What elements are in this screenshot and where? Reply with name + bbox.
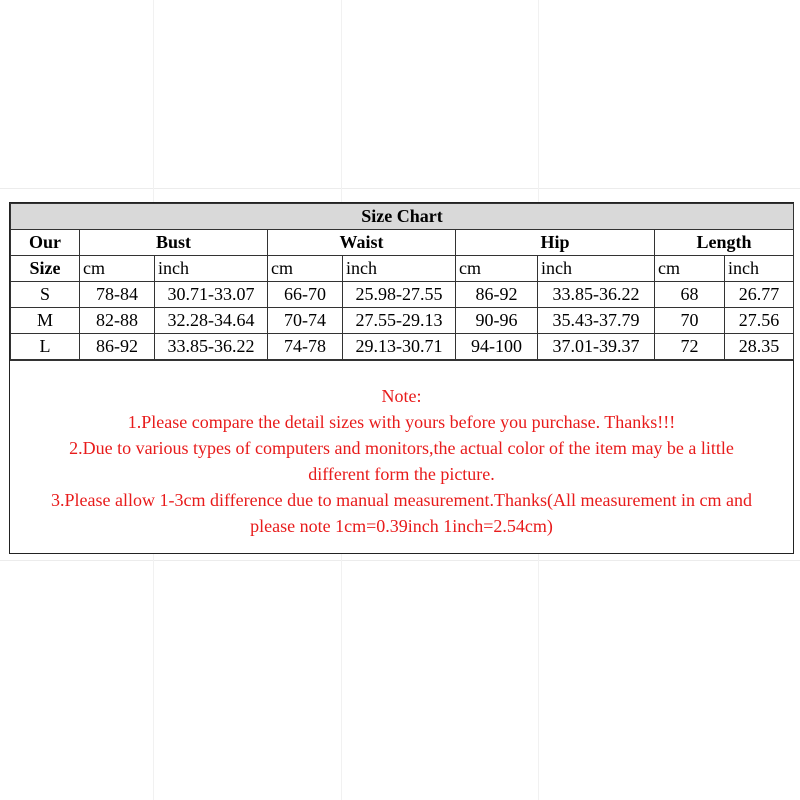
unit-cm: cm xyxy=(655,256,725,282)
gridline xyxy=(0,188,800,189)
chart-title: Size Chart xyxy=(11,204,794,230)
note-line: 2.Due to various types of computers and monitors,the actual color of the item may be a little xyxy=(69,438,734,458)
notes-heading: Note: xyxy=(381,386,422,406)
length-header: Length xyxy=(655,230,794,256)
gridline xyxy=(0,560,800,561)
unit-cm: cm xyxy=(268,256,343,282)
note-line: please note 1cm=0.39inch 1inch=2.54cm) xyxy=(250,516,553,536)
title-row xyxy=(11,204,794,230)
waist-cm-cell: 66-70 xyxy=(268,282,343,308)
notes-section xyxy=(10,360,793,553)
bust-inch-cell: 32.28-34.64 xyxy=(155,308,268,334)
header-row-1 xyxy=(11,230,794,256)
bust-cm-cell: 86-92 xyxy=(80,334,155,360)
waist-inch-cell: 25.98-27.55 xyxy=(343,282,456,308)
size-chart xyxy=(9,202,794,554)
table-row xyxy=(11,308,794,334)
waist-inch-cell: 29.13-30.71 xyxy=(343,334,456,360)
hip-header: Hip xyxy=(456,230,655,256)
note-line: different form the picture. xyxy=(308,464,495,484)
size-table xyxy=(10,203,794,360)
length-inch-cell: 28.35 xyxy=(725,334,794,360)
waist-cm-cell: 74-78 xyxy=(268,334,343,360)
hip-inch-cell: 33.85-36.22 xyxy=(538,282,655,308)
hip-cm-cell: 94-100 xyxy=(456,334,538,360)
size-cell: L xyxy=(11,334,80,360)
unit-inch: inch xyxy=(155,256,268,282)
bust-header: Bust xyxy=(80,230,268,256)
length-cm-cell: 68 xyxy=(655,282,725,308)
waist-inch-cell: 27.55-29.13 xyxy=(343,308,456,334)
hip-inch-cell: 37.01-39.37 xyxy=(538,334,655,360)
hip-cm-cell: 90-96 xyxy=(456,308,538,334)
note-line: 1.Please compare the detail sizes with yours before you purchase. Thanks!!! xyxy=(127,412,676,432)
size-column-header-2: Size xyxy=(11,256,80,282)
hip-cm-cell: 86-92 xyxy=(456,282,538,308)
size-column-header: Our xyxy=(11,230,80,256)
table-row xyxy=(11,334,794,360)
unit-inch: inch xyxy=(538,256,655,282)
header-row-2 xyxy=(11,256,794,282)
unit-cm: cm xyxy=(80,256,155,282)
bust-inch-cell: 30.71-33.07 xyxy=(155,282,268,308)
unit-inch: inch xyxy=(725,256,794,282)
bust-cm-cell: 78-84 xyxy=(80,282,155,308)
size-cell: S xyxy=(11,282,80,308)
unit-cm: cm xyxy=(456,256,538,282)
note-line: 3.Please allow 1-3cm difference due to manual measurement.Thanks(All measurement in cm and xyxy=(51,490,752,510)
waist-cm-cell: 70-74 xyxy=(268,308,343,334)
length-inch-cell: 26.77 xyxy=(725,282,794,308)
bust-cm-cell: 82-88 xyxy=(80,308,155,334)
length-inch-cell: 27.56 xyxy=(725,308,794,334)
unit-inch: inch xyxy=(343,256,456,282)
table-row xyxy=(11,282,794,308)
length-cm-cell: 70 xyxy=(655,308,725,334)
length-cm-cell: 72 xyxy=(655,334,725,360)
bust-inch-cell: 33.85-36.22 xyxy=(155,334,268,360)
waist-header: Waist xyxy=(268,230,456,256)
hip-inch-cell: 35.43-37.79 xyxy=(538,308,655,334)
size-cell: M xyxy=(11,308,80,334)
